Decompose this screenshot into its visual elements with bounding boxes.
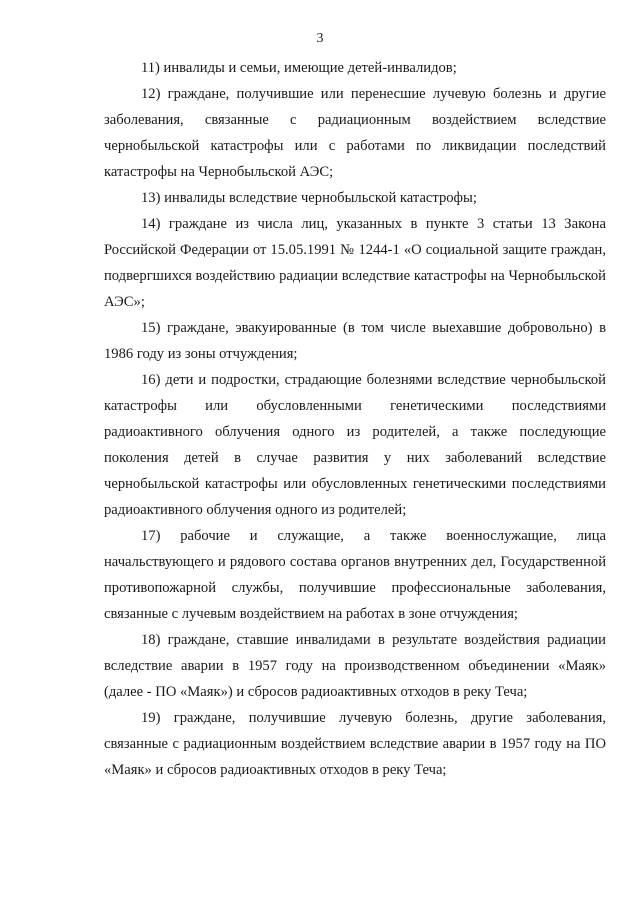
list-item-18: 18) граждане, ставшие инвалидами в результате воздействия радиации вследствие аварии в 1957 году на производственном объединении «Маяк» (далее - ПО «Маяк») и сбросов радиоактивных отходов в реку Теча; — [104, 632, 606, 700]
list-item-15: 15) граждане, эвакуированные (в том числе выехавшие добровольно) в 1986 году из зоны отчуждения; — [104, 320, 606, 362]
page-number: 3 — [316, 31, 324, 46]
list-item-11: 11) инвалиды и семьи, имеющие детей-инвалидов; — [141, 60, 457, 76]
list-item-16: 16) дети и подростки, страдающие болезнями вследствие чернобыльской катастрофы или обусловленными генетическими последствиями радиоактивного облучения одного из родителей, а также последующие поколения детей в случае развития у них заболеваний вследствие чернобыльской катастрофы или обусловленных генетическими последствиями радиоактивного облучения одного из родителей; — [104, 372, 606, 518]
document-body — [104, 55, 606, 783]
list-item-19: 19) граждане, получившие лучевую болезнь, другие заболевания, связанные с радиационным воздействием вследствие аварии в 1957 году на ПО «Маяк» и сбросов радиоактивных отходов в реку Теча; — [104, 710, 606, 778]
list-item-12: 12) граждане, получившие или перенесшие лучевую болезнь и другие заболевания, связанные с радиационным воздействием вследствие чернобыльской катастрофы или с работами по ликвидации последствий катастрофы на Чернобыльской АЭС; — [104, 86, 606, 180]
list-item-13: 13) инвалиды вследствие чернобыльской катастрофы; — [141, 190, 477, 206]
list-item-14: 14) граждане из числа лиц, указанных в пункте 3 статьи 13 Закона Российской Федерации от 15.05.1991 № 1244-1 «О социальной защите граждан, подвергшихся воздействию радиации вследствие катастрофы на Чернобыльской АЭС»; — [104, 216, 606, 310]
list-item-17: 17) рабочие и служащие, а также военнослужащие, лица начальствующего и рядового состава органов внутренних дел, Государственной противопожарной службы, получившие профессиональные заболевания, связанные с лучевым воздействием на работах в зоне отчуждения; — [104, 528, 606, 622]
